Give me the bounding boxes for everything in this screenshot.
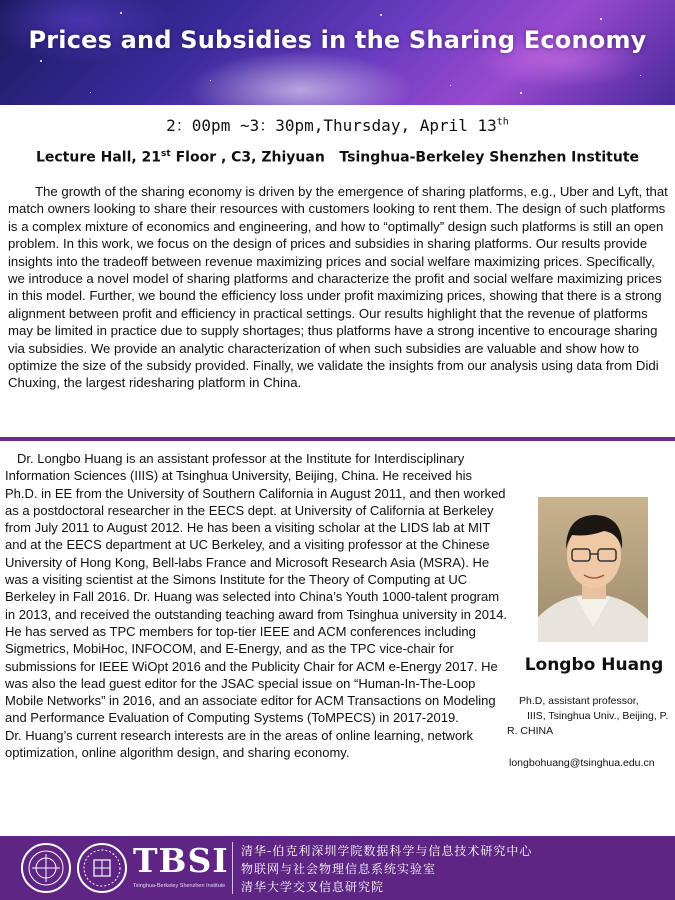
- page-title: Prices and Subsidies in the Sharing Economy: [28, 26, 647, 54]
- tbsi-logo-subtitle: Tsinghua-Berkeley Shenzhen Institute: [133, 883, 226, 889]
- affiliation-line: R. CHINA: [507, 725, 554, 737]
- venue-part-b: Floor , C3, Zhiyuan Tsinghua-Berkeley Shenzhen Institute: [170, 149, 640, 166]
- berkeley-seal-icon: [76, 842, 128, 894]
- affiliation-line: IIIS, Tsinghua Univ., Beijing, P.: [527, 710, 669, 722]
- affiliation-line: Ph.D, assistant professor,: [519, 695, 639, 707]
- speaker-bio: [5, 450, 508, 761]
- speaker-affiliation: [507, 694, 671, 739]
- event-time-suffix: th: [496, 116, 509, 128]
- footer-separator: [232, 842, 233, 894]
- header-banner: [0, 0, 675, 105]
- event-venue: [0, 149, 675, 166]
- venue-part-a: Lecture Hall, 21: [35, 149, 162, 166]
- bio-paragraph: Dr. Longbo Huang is an assistant professor at the Institute for Interdisciplinary Information Sciences (IIIS) at Tsinghua University, Beijing, China. He received his Ph.D. in EE from the University of Southern California in August 2011, and then worked as a postdoctoral researcher in the EECS dept. at University of California at Berkeley from July 2011 to August 2012. He has been a visiting scholar at the LIDS lab at MIT and at the EECS department at UC Berkeley, and a visiting professor at the Chinese University of Hong Kong, Bell-labs France and Microsoft Research Asia (MSRA). He was a visiting scientist at the Simons Institute for the Theory of Computing at UC Berkeley in Fall 2016. Dr. Huang was selected into China’s Youth 1000-talent program in 2013, and received the outstanding teaching award from Tsinghua university in 2014. He has served as TPC members for top-tier IEEE and ACM conferences including Sigmetrics, MobiHoc, INFOCOM, and E-Energy, and as the TPC vice-chair for submissions for IEEE WiOpt 2016 and the Publicity Chair for ACM e-Energy 2017. He was also the lead guest editor for the JSAC special issue on “Human-In-The-Loop Mobile Networks” in 2016, and an associate editor for ACM Transactions on Modeling and Performance Evaluation of Computing Systems (ToMPECS) in 2017-2019.: [5, 451, 508, 726]
- event-time: [0, 113, 675, 136]
- event-time-main: 2：00pm ~3：30pm,Thursday, April 13: [166, 116, 497, 135]
- tbsi-logo-text: TBSI: [133, 841, 229, 880]
- footer-org-line: 物联网与社会物理信息系统实验室: [241, 862, 437, 876]
- venue-suffix: st: [161, 149, 171, 159]
- footer-org-line: 清华大学交叉信息研究院: [241, 880, 385, 894]
- footer-org-line: 清华-伯克利深圳学院数据科学与信息技术研究中心: [241, 844, 533, 858]
- bio-research-interests: Dr. Huang’s current research interests are in the areas of online learning, network optimization, online algorithm design, and sharing economy.: [5, 727, 474, 761]
- speaker-photo-image: [538, 497, 648, 642]
- speaker-email: longbohuang@tsinghua.edu.cn: [509, 757, 655, 769]
- abstract-text: The growth of the sharing economy is driven by the emergence of sharing platforms, e.g., Uber and Lyft, that match owners looking to share their resources with customers looking to rent them. The design of such platforms is a complex mixture of economics and engineering, and how to “optimally” design such platforms is still an open problem. In this work, we focus on the design of prices and subsidies in sharing platforms. Our results provide insights into the tradeoff between revenue maximizing prices and social welfare maximizing prices. Specifically, we introduce a novel model of sharing platforms and characterize the profit and social welfare maximizing prices in this model. Further, we bound the efficiency loss under profit maximizing prices, showing that there is a strong alignment between profit and efficiency in practical settings. Our results highlight that the revenue of platforms may be limited in practice due to supply shortages; thus platforms have a strong incentive to encourage sharing via subsidies. We provide an analytic characterization of when such subsidies are valuable and show how to optimize the size of the subsidy provided. Finally, we validate the insights from our analysis using data from Didi Chuxing, the largest ridesharing platform in China.: [8, 184, 668, 391]
- footer-bar: [0, 836, 675, 900]
- section-divider: [0, 437, 675, 441]
- tbsi-logo: [133, 841, 228, 895]
- university-seal-icon: [20, 842, 72, 894]
- speaker-photo: [538, 497, 648, 642]
- speaker-name: Longbo Huang: [524, 655, 664, 675]
